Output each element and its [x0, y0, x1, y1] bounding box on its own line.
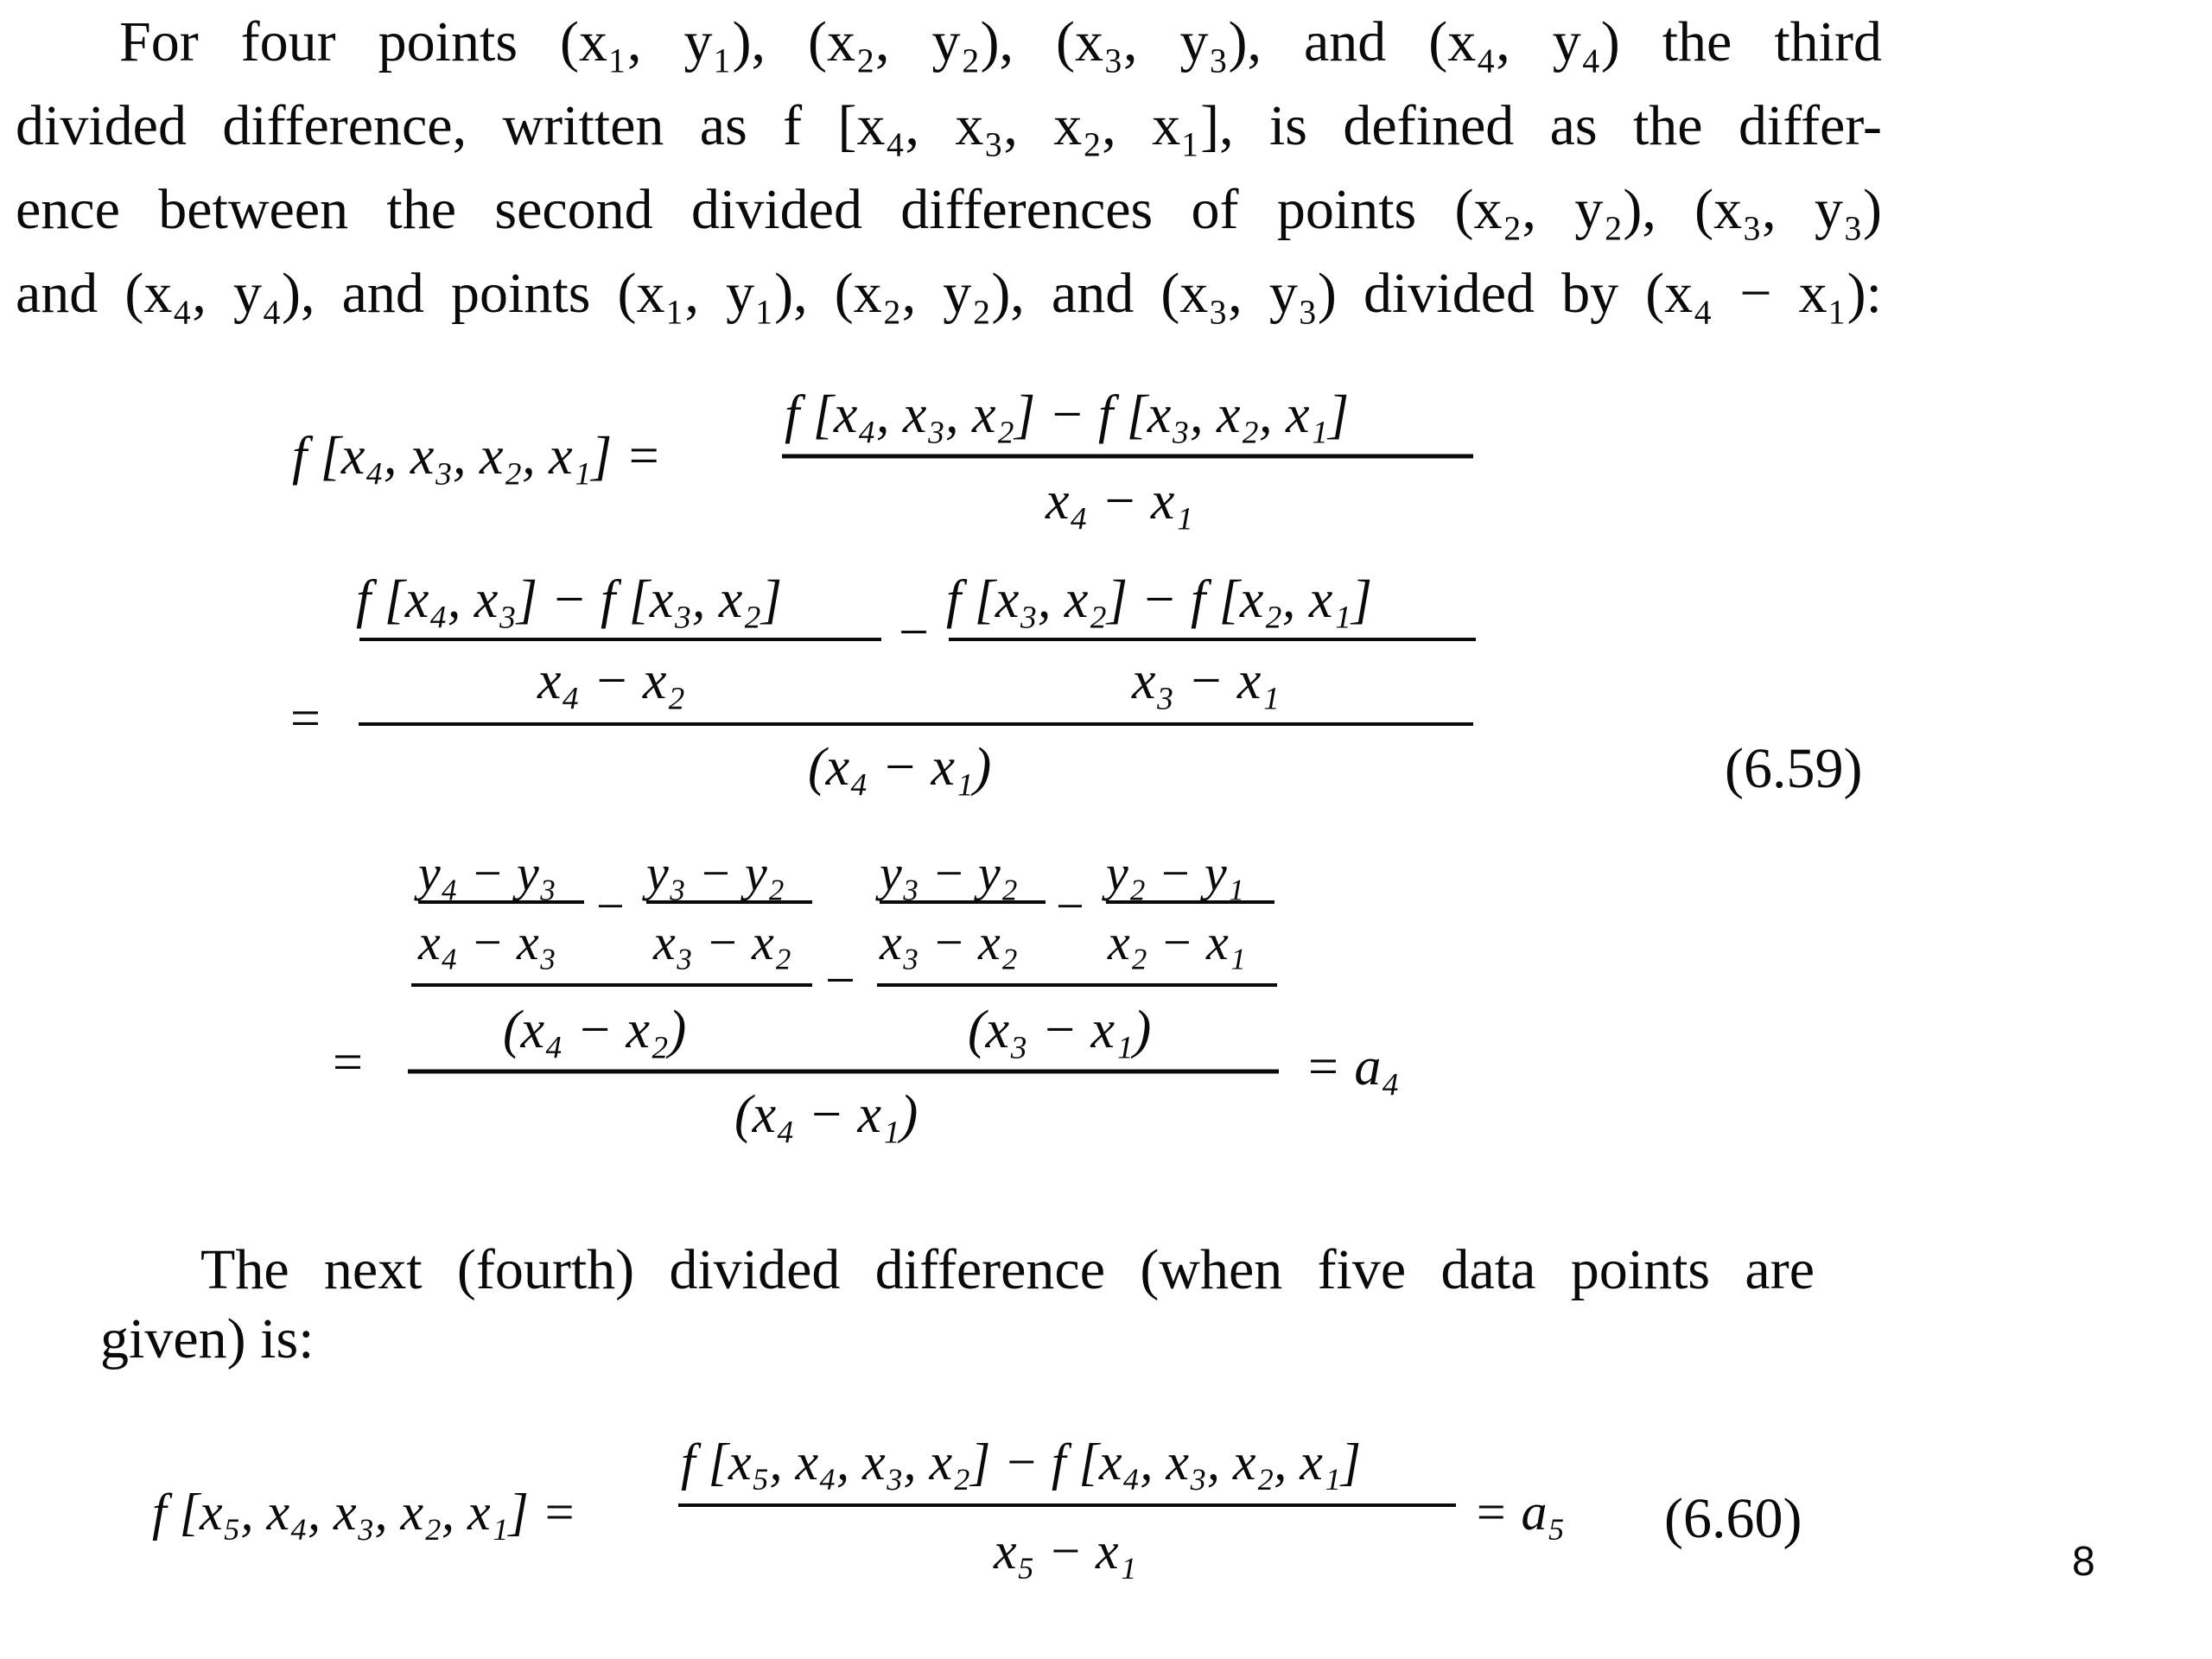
minus-sign: − — [596, 878, 625, 934]
eq-nested-denominator-left: x₄ − x₂ — [537, 652, 685, 710]
eq-numerator: f [x₅, x₄, x₃, x₂] − f [x₄, x₃, x₂, x₁] — [681, 1433, 1362, 1491]
frac-term: y₂ − y₁ — [1106, 845, 1244, 901]
frac-term: (x₄ − x₂) — [503, 1001, 687, 1059]
eq-denominator: (x₄ − x₁) — [808, 738, 992, 797]
eq-lhs: f [x₄, x₃, x₂, x₁] = — [292, 427, 662, 486]
equals-sign: = — [333, 1033, 363, 1092]
eq-result: = a₅ — [1473, 1484, 1566, 1541]
paragraph-line: given) is: — [100, 1307, 315, 1370]
frac-term: y₃ − y₂ — [646, 845, 785, 901]
minus-sign: − — [899, 603, 929, 662]
frac-term: (x₃ − x₁) — [968, 1001, 1152, 1059]
eq-lhs: f [x₅, x₄, x₃, x₂, x₁] = — [152, 1484, 577, 1541]
equals-sign: = — [290, 690, 321, 748]
eq-result: = a₄ — [1305, 1038, 1400, 1096]
frac-term: x₃ − x₂ — [880, 914, 1018, 970]
paragraph-line: The next (fourth) divided difference (when five data points are — [200, 1238, 1815, 1301]
frac-term: y₄ − y₃ — [418, 845, 556, 901]
equation-number: (6.59) — [1725, 737, 1863, 800]
eq-numerator: f [x₄, x₃, x₂] − f [x₃, x₂, x₁] — [785, 385, 1350, 444]
eq-nested-numerator-left: f [x₄, x₃] − f [x₃, x₂] — [356, 570, 783, 629]
eq-denominator: x₅ − x₁ — [994, 1522, 1137, 1580]
paragraph-line: and (x₄, y₄), and points (x₁, y₁), (x₂, y₂), and (x₃, y₃) divided by (x₄ − x₁): — [16, 262, 1882, 325]
frac-term: y₃ − y₂ — [880, 845, 1018, 901]
paragraph-line: ence between the second divided differences of points (x₂, y₂), (x₃, y₃) — [16, 178, 1882, 241]
minus-sign: − — [825, 951, 855, 1010]
page-number: 8 — [2072, 1539, 2095, 1585]
equation-number: (6.60) — [1664, 1487, 1802, 1550]
eq-denominator: x₄ − x₁ — [1046, 472, 1193, 531]
paragraph-line: divided difference, written as f [x₄, x₃, x₂, x₁], is defined as the differ- — [16, 94, 1882, 157]
frac-term: x₂ − x₁ — [1108, 914, 1246, 970]
eq-nested-denominator-right: x₃ − x₁ — [1132, 652, 1280, 710]
minus-sign: − — [1056, 878, 1084, 934]
frac-term: x₄ − x₃ — [418, 914, 556, 970]
eq-denominator: (x₄ − x₁) — [734, 1085, 918, 1144]
eq-nested-numerator-right: f [x₃, x₂] − f [x₂, x₁] — [946, 570, 1373, 629]
paragraph-line: For four points (x₁, y₁), (x₂, y₂), (x₃, y₃), and (x₄, y₄) the third — [119, 10, 1882, 73]
frac-term: x₃ − x₂ — [653, 914, 791, 970]
